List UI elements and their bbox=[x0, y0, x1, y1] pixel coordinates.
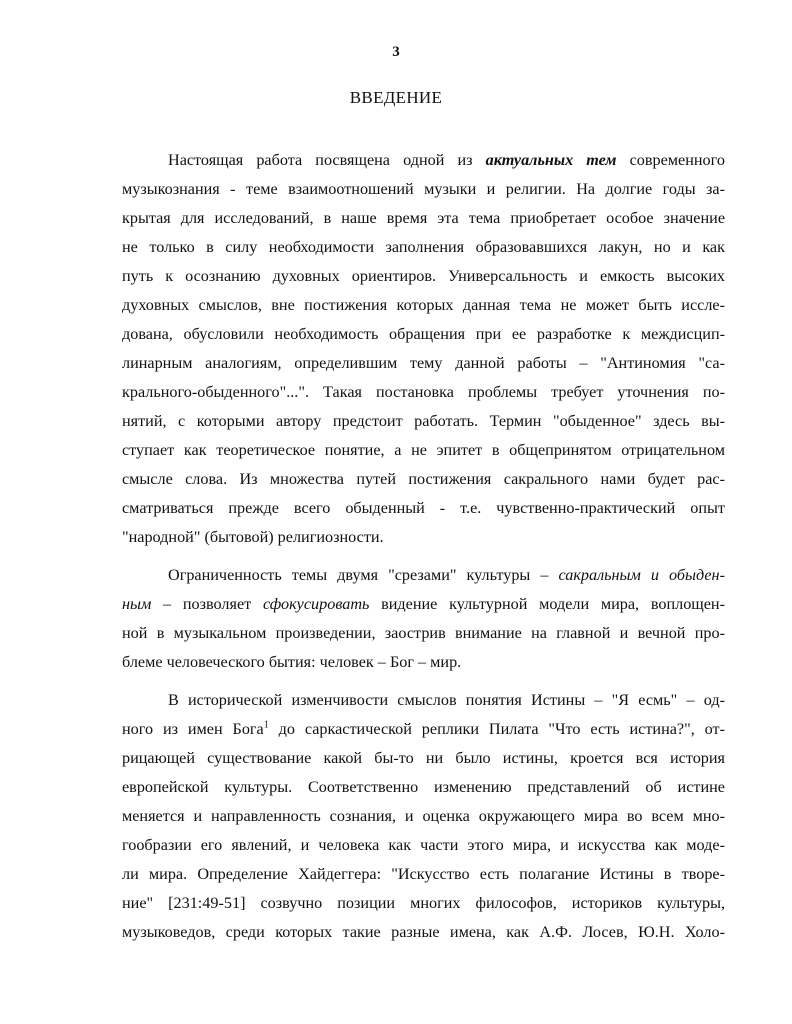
text-run: современного bbox=[616, 151, 725, 169]
page-number: 3 bbox=[392, 44, 400, 60]
paragraph-3-line bbox=[122, 715, 725, 744]
paragraph-2-line bbox=[122, 561, 725, 590]
paragraph-3-line: рицающей существование какой бы-то ни было истины, кроется вся история bbox=[122, 749, 725, 767]
paragraph-1-line: духовных смыслов, вне постижения которых данная тема не может быть иссле- bbox=[122, 296, 725, 314]
paragraph-2-line: блеме человеческого бытия: человек – Бог – мир. bbox=[122, 653, 462, 671]
paragraph-1-line: смысле слова. Из множества путей постижения сакрального нами будет рас- bbox=[122, 470, 725, 488]
paragraph-1-line: крытая для исследований, в наше время эта тема приобретает особое значение bbox=[122, 209, 725, 227]
paragraph-1-line: не только в силу необходимости заполнения образовавшихся лакун, но и как bbox=[122, 238, 725, 256]
emphasis-actual-topics: актуальных тем bbox=[485, 151, 617, 169]
page-title: ВВЕДЕНИЕ bbox=[349, 88, 443, 107]
paragraph-1-line: путь к осознанию духовных ориентиров. Универсальность и емкость высоких bbox=[122, 267, 725, 285]
emphasis-sacred-mundane-end: ным bbox=[122, 595, 152, 613]
paragraph-1-line: линарным аналогиям, определившим тему данной работы – "Антиномия "са- bbox=[122, 354, 725, 372]
body-text bbox=[122, 146, 725, 947]
paragraph-3-line: европейской культуры. Соответственно изменению представлений об истине bbox=[122, 778, 725, 796]
text-run: Ограниченность темы двумя "срезами" культуры – bbox=[168, 566, 559, 584]
paragraph-2-line bbox=[122, 590, 725, 619]
paragraph-3-line: ли мира. Определение Хайдеггера: "Искусство есть полагание Истины в творе- bbox=[122, 865, 725, 883]
footnote-marker[interactable]: 1 bbox=[263, 719, 269, 731]
paragraph-1-line: ступает как теоретическое понятие, а не эпитет в общепринятом отрицательном bbox=[122, 441, 725, 459]
text-run: ного из имен Бога bbox=[122, 720, 264, 738]
paragraph-1-line bbox=[122, 146, 725, 175]
text-run: до саркастической реплики Пилата "Что есть истина?", от- bbox=[268, 720, 725, 738]
paragraph-3-line: музыковедов, среди которых такие разные имена, как А.Ф. Лосев, Ю.Н. Холо- bbox=[122, 923, 725, 941]
paragraph-3-line: гообразии его явлений, и человека как части этого мира, и искусства как моде- bbox=[122, 836, 725, 854]
paragraph-1-line: нятий, с которыми автору предстоит работать. Термин "обыденное" здесь вы- bbox=[122, 412, 725, 430]
text-run: – позволяет bbox=[151, 595, 263, 613]
paragraph-2-line: ной в музыкальном произведении, заострив внимание на главной и вечной про- bbox=[122, 624, 725, 642]
paragraph-1-line: дована, обусловили необходимость обращения при ее разработке к междисцип- bbox=[122, 325, 725, 343]
paragraph-1-line: музыкознания - теме взаимоотношений музыки и религии. На долгие годы за- bbox=[122, 180, 725, 198]
paragraph-3-line: ние" [231:49-51] созвучно позиции многих философов, историков культуры, bbox=[122, 894, 725, 912]
text-run: Настоящая работа посвящена одной из bbox=[168, 151, 486, 169]
paragraph-3-line: В исторической изменчивости смыслов понятия Истины – "Я есмь" – од- bbox=[168, 691, 725, 709]
text-run: видение культурной модели мира, воплощен- bbox=[369, 595, 725, 613]
paragraph-1-line: крального-обыденного"...". Такая постановка проблемы требует уточнения по- bbox=[122, 383, 725, 401]
paragraph-1-line: сматриваться прежде всего обыденный - т.е. чувственно-практический опыт bbox=[122, 499, 725, 517]
paragraph-1-line: "народной" (бытовой) религиозности. bbox=[122, 528, 384, 546]
emphasis-sacred-mundane: сакральным и обыден- bbox=[558, 566, 725, 584]
emphasis-focus: сфокусировать bbox=[262, 595, 370, 613]
paragraph-3-line: меняется и направленность сознания, и оценка окружающего мира во всем мно- bbox=[122, 807, 725, 825]
